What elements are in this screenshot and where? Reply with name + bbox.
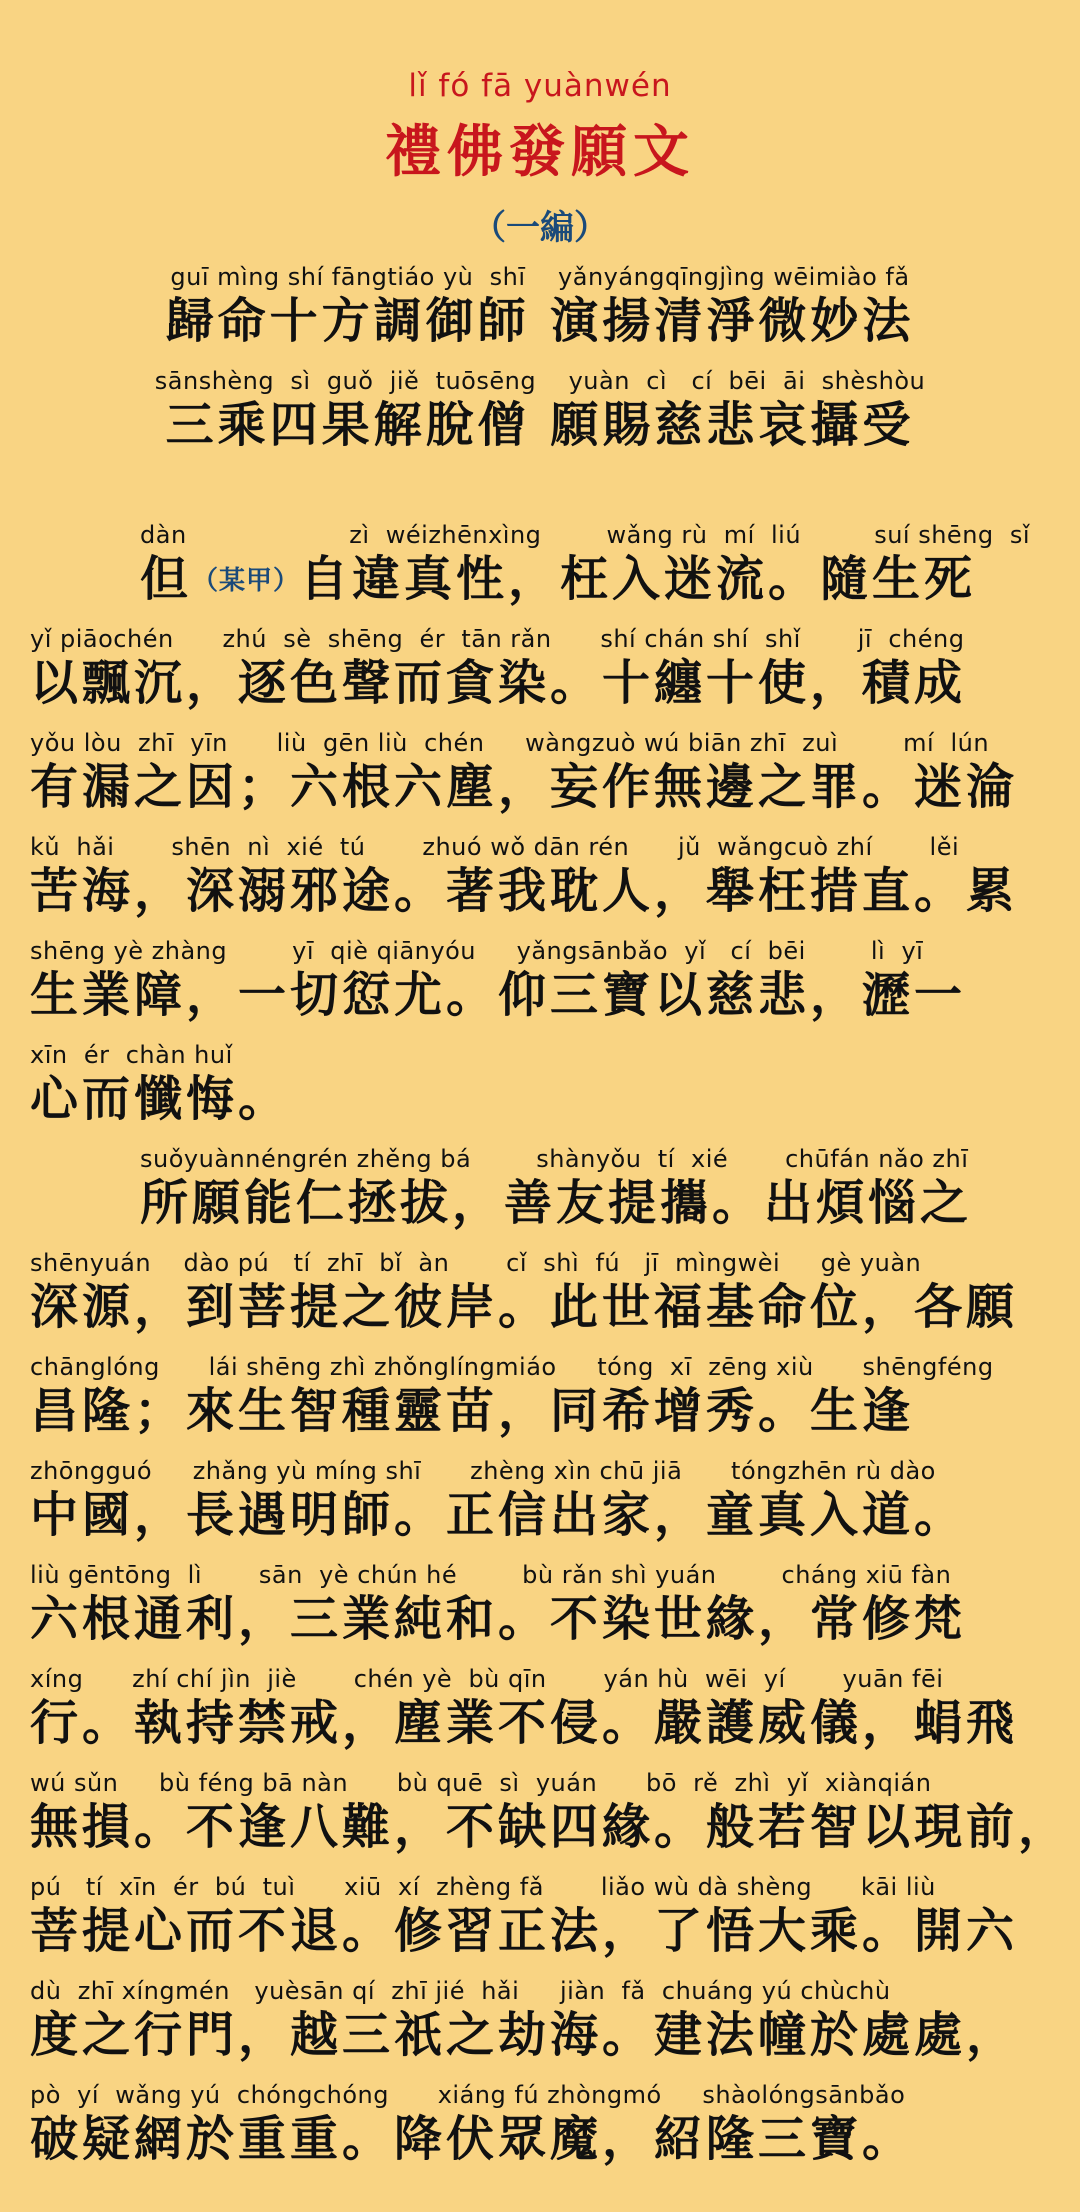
- hanzi-line: 所願能仁拯拔，善友提攜。出煩惱之: [140, 1175, 973, 1231]
- hanzi-line: 生業障，一切愆尤。仰三寶以慈悲，瀝一: [30, 967, 967, 1023]
- text-line: [30, 2080, 1050, 2168]
- text-line: [30, 1664, 1050, 1752]
- text-line: [30, 1040, 1050, 1128]
- pinyin-line: pò yí wǎng yú chóngchóng xiáng fú zhòngmó shàolóngsānbǎo: [30, 2081, 906, 2109]
- pinyin-line: liù gēntōng lì sān yè chún hé bù rǎn shì yuán cháng xiū fàn: [30, 1561, 952, 1589]
- verse-line: [30, 262, 1050, 350]
- title-pinyin: lǐ fó fā yuànwén: [408, 68, 672, 104]
- pinyin-line: shēnyuán dào pú tí zhī bǐ àn cǐ shì fú jī mìngwèi gè yuàn: [30, 1249, 922, 1277]
- hanzi-line: 無損。不逢八難，不缺四緣。般若智以現前，: [30, 1799, 1071, 1855]
- hanzi-line: 以飄沉，逐色聲而貪染。十纏十使，積成: [30, 655, 967, 711]
- text-line: [30, 1352, 1050, 1440]
- hanzi-line: 苦海，深溺邪途。著我耽人，舉枉措直。累: [30, 863, 1019, 919]
- hanzi-line: 有漏之因；六根六塵，妄作無邊之罪。迷淪: [30, 759, 1019, 815]
- hanzi-line: 行。執持禁戒，塵業不侵。嚴護威儀，蜎飛: [30, 1695, 1019, 1751]
- hanzi-line: 菩提心而不退。修習正法，了悟大乘。開六: [30, 1903, 1019, 1959]
- hanzi-line: 度之行門，越三祇之劫海。建法幢於處處，: [30, 2007, 1019, 2063]
- hanzi-rest: 自違真性，枉入迷流。隨生死: [300, 551, 977, 607]
- text-line: [30, 936, 1050, 1024]
- pinyin-line: shēng yè zhàng yī qiè qiānyóu yǎngsānbǎo yǐ cí bēi lì yī: [30, 937, 924, 965]
- pinyin-line: kǔ hǎi shēn nì xié tú zhuó wǒ dān rén jǔ wǎngcuò zhí lěi: [30, 833, 960, 861]
- text-line: [30, 1560, 1050, 1648]
- text-line: [30, 1872, 1050, 1960]
- pinyin-line: pú tí xīn ér bú tuì xiū xí zhèng fǎ liǎo wù dà shèng kāi liù: [30, 1873, 936, 1901]
- pinyin-line: suǒyuànnéngrén zhěng bá shànyǒu tí xié chūfán nǎo zhī: [140, 1145, 969, 1173]
- pinyin-line: xīn ér chàn huǐ: [30, 1041, 233, 1069]
- pinyin-line: chānglóng lái shēng zhì zhǒnglíngmiáo tóng xī zēng xiù shēngféng: [30, 1353, 994, 1381]
- hanzi-line: 歸命十方調御師 演揚清淨微妙法: [165, 293, 915, 349]
- text-line: [30, 1248, 1050, 1336]
- hanzi-line: 三乘四果解脫僧 願賜慈悲哀攝受: [165, 397, 915, 453]
- pinyin-line: zhōngguó zhǎng yù míng shī zhèng xìn chū jiā tóngzhēn rù dào: [30, 1457, 936, 1485]
- pinyin-line: yǐ piāochén zhú sè shēng ér tān rǎn shí chán shí shǐ jī chéng: [30, 625, 965, 653]
- text-line: [30, 1976, 1050, 2064]
- pinyin-line: wú sǔn bù féng bā nàn bù quē sì yuán bō rě zhì yǐ xiànqián: [30, 1769, 932, 1797]
- page-title: 禮佛發願文: [385, 119, 695, 185]
- hanzi-line: 六根通利，三業純和。不染世緣，常修梵: [30, 1591, 967, 1647]
- hanzi-line: 破疑網於重重。降伏眾魔，紹隆三寶。: [30, 2111, 915, 2167]
- pinyin-line: yǒu lòu zhī yīn liù gēn liù chén wàngzuò wú biān zhī zuì mí lún: [30, 729, 990, 757]
- hanzi-line: [30, 550, 1050, 608]
- text-line: [30, 624, 1050, 712]
- verse-line: [30, 366, 1050, 454]
- name-placeholder: （某甲）: [192, 566, 301, 596]
- pinyin-line: xíng zhí chí jìn jiè chén yè bù qīn yán hù wēi yí yuān fēi: [30, 1665, 944, 1693]
- text-line: [30, 1768, 1071, 1856]
- text-line: [30, 728, 1050, 816]
- text-line: [30, 520, 1050, 608]
- pinyin-line: dù zhī xíngmén yuèsān qí zhī jié hǎi jiàn fǎ chuáng yú chùchù: [30, 1977, 891, 2005]
- hanzi-line: 深源，到菩提之彼岸。此世福基命位，各願: [30, 1279, 1019, 1335]
- pinyin-line: sānshèng sì guǒ jiě tuōsēng yuàn cì cí bēi āi shèshòu: [154, 367, 926, 395]
- subtitle: （一編）: [472, 208, 608, 248]
- pinyin-line: guī mìng shí fāngtiáo yù shī yǎnyángqīngjìng wēimiào fǎ: [170, 263, 910, 291]
- hanzi-line: 心而懺悔。: [30, 1071, 291, 1127]
- text-line: [30, 1144, 1050, 1232]
- hanzi-line: 昌隆；來生智種靈苗，同希增秀。生逢: [30, 1383, 915, 1439]
- hanzi-line: 中國，長遇明師。正信出家，童真入道。: [30, 1487, 967, 1543]
- hanzi-lead: 但: [140, 551, 193, 607]
- text-line: [30, 1456, 1050, 1544]
- pinyin-line: dàn zì wéizhēnxìng wǎng rù mí liú suí shēng sǐ: [140, 521, 1031, 549]
- text-line: [30, 832, 1050, 920]
